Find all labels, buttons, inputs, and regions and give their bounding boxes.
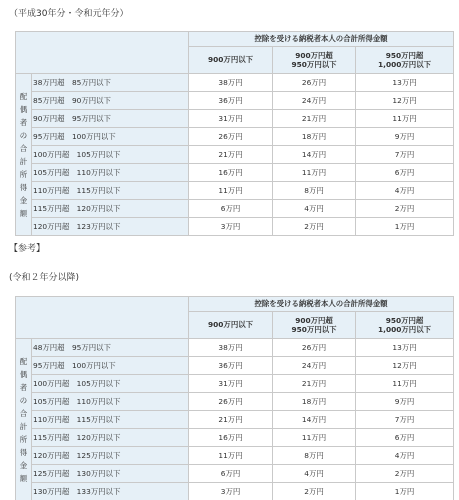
income-range-cell: 85万円超 90万円以下 [32,92,189,110]
deduction-amount-cell: 16万円 [189,164,273,182]
col-header-900-under: 900万円以下 [189,312,273,339]
spouse-income-label: 配 偶 者 の 合 計 所 得 金 額 [16,339,32,500]
col-header-900-950: 900万円超 950万円以下 [273,312,356,339]
table-corner [16,32,189,74]
table-row [16,128,454,146]
deduction-amount-cell: 26万円 [189,128,273,146]
deduction-amount-cell: 6万円 [356,429,454,447]
income-range-cell: 100万円超 105万円以下 [32,375,189,393]
income-range-cell: 130万円超 133万円以下 [32,483,189,500]
deduction-amount-cell: 38万円 [189,74,273,92]
deduction-amount-cell: 9万円 [356,393,454,411]
table-row [16,74,454,92]
table-row [16,218,454,236]
deduction-amount-cell: 21万円 [273,110,356,128]
deduction-amount-cell: 38万円 [189,339,273,357]
deduction-amount-cell: 21万円 [189,411,273,429]
reference-label: 【参考】 [9,244,46,254]
deduction-amount-cell: 6万円 [189,465,273,483]
deduction-amount-cell: 6万円 [356,164,454,182]
income-range-cell: 90万円超 95万円以下 [32,110,189,128]
deduction-amount-cell: 4万円 [356,182,454,200]
income-range-cell: 95万円超 100万円以下 [32,357,189,375]
deduction-amount-cell: 13万円 [356,74,454,92]
income-header: 控除を受ける納税者本人の合計所得金額 [189,297,454,312]
income-range-cell: 120万円超 125万円以下 [32,447,189,465]
section-heading-r2: (令和２年分以降) [9,273,80,283]
income-range-cell: 105万円超 110万円以下 [32,393,189,411]
table-row [16,110,454,128]
deduction-amount-cell: 24万円 [273,357,356,375]
deduction-amount-cell: 31万円 [189,375,273,393]
deduction-amount-cell: 4万円 [273,200,356,218]
deduction-amount-cell: 7万円 [356,146,454,164]
deduction-amount-cell: 16万円 [189,429,273,447]
deduction-amount-cell: 26万円 [189,393,273,411]
deduction-amount-cell: 26万円 [273,74,356,92]
table-row [16,164,454,182]
table-row [16,339,454,357]
deduction-amount-cell: 4万円 [356,447,454,465]
deduction-amount-cell: 31万円 [189,110,273,128]
deduction-amount-cell: 6万円 [189,200,273,218]
col-header-950-1000: 950万円超 1,000万円以下 [356,312,454,339]
income-range-cell: 100万円超 105万円以下 [32,146,189,164]
deduction-amount-cell: 18万円 [273,393,356,411]
deduction-amount-cell: 14万円 [273,411,356,429]
table-row [16,146,454,164]
table-row [16,483,454,500]
deduction-amount-cell: 3万円 [189,483,273,500]
col-header-900-under: 900万円以下 [189,47,273,74]
section-heading-h30: （平成30年分・令和元年分） [9,9,129,19]
col-header-950-1000: 950万円超 1,000万円以下 [356,47,454,74]
deduction-amount-cell: 21万円 [189,146,273,164]
table-row [16,393,454,411]
deduction-amount-cell: 36万円 [189,92,273,110]
deduction-amount-cell: 11万円 [273,164,356,182]
deduction-amount-cell: 2万円 [356,465,454,483]
deduction-table-h30 [15,31,454,236]
deduction-amount-cell: 21万円 [273,375,356,393]
deduction-amount-cell: 2万円 [273,483,356,500]
deduction-amount-cell: 4万円 [273,465,356,483]
income-range-cell: 115万円超 120万円以下 [32,200,189,218]
deduction-amount-cell: 11万円 [356,375,454,393]
deduction-amount-cell: 14万円 [273,146,356,164]
table-corner [16,297,189,339]
income-range-cell: 110万円超 115万円以下 [32,182,189,200]
deduction-amount-cell: 1万円 [356,483,454,500]
deduction-amount-cell: 8万円 [273,182,356,200]
deduction-amount-cell: 2万円 [273,218,356,236]
deduction-amount-cell: 11万円 [273,429,356,447]
deduction-amount-cell: 9万円 [356,128,454,146]
income-range-cell: 110万円超 115万円以下 [32,411,189,429]
deduction-amount-cell: 12万円 [356,92,454,110]
table-row [16,182,454,200]
income-range-cell: 38万円超 85万円以下 [32,74,189,92]
table-row [16,92,454,110]
deduction-amount-cell: 36万円 [189,357,273,375]
deduction-amount-cell: 3万円 [189,218,273,236]
table-row [16,411,454,429]
table-row [16,429,454,447]
income-range-cell: 115万円超 120万円以下 [32,429,189,447]
income-range-cell: 95万円超 100万円以下 [32,128,189,146]
deduction-amount-cell: 24万円 [273,92,356,110]
deduction-amount-cell: 11万円 [189,182,273,200]
deduction-amount-cell: 11万円 [356,110,454,128]
table-row [16,447,454,465]
income-header: 控除を受ける納税者本人の合計所得金額 [189,32,454,47]
deduction-amount-cell: 2万円 [356,200,454,218]
table-row [16,357,454,375]
income-range-cell: 48万円超 95万円以下 [32,339,189,357]
table-row [16,375,454,393]
deduction-amount-cell: 26万円 [273,339,356,357]
deduction-amount-cell: 1万円 [356,218,454,236]
deduction-amount-cell: 8万円 [273,447,356,465]
col-header-900-950: 900万円超 950万円以下 [273,47,356,74]
deduction-amount-cell: 11万円 [189,447,273,465]
deduction-amount-cell: 7万円 [356,411,454,429]
deduction-amount-cell: 13万円 [356,339,454,357]
spouse-income-label: 配 偶 者 の 合 計 所 得 金 額 [16,74,32,236]
deduction-table-r2 [15,296,454,500]
table-row [16,200,454,218]
income-range-cell: 105万円超 110万円以下 [32,164,189,182]
table-row [16,465,454,483]
income-range-cell: 125万円超 130万円以下 [32,465,189,483]
deduction-amount-cell: 18万円 [273,128,356,146]
deduction-amount-cell: 12万円 [356,357,454,375]
income-range-cell: 120万円超 123万円以下 [32,218,189,236]
